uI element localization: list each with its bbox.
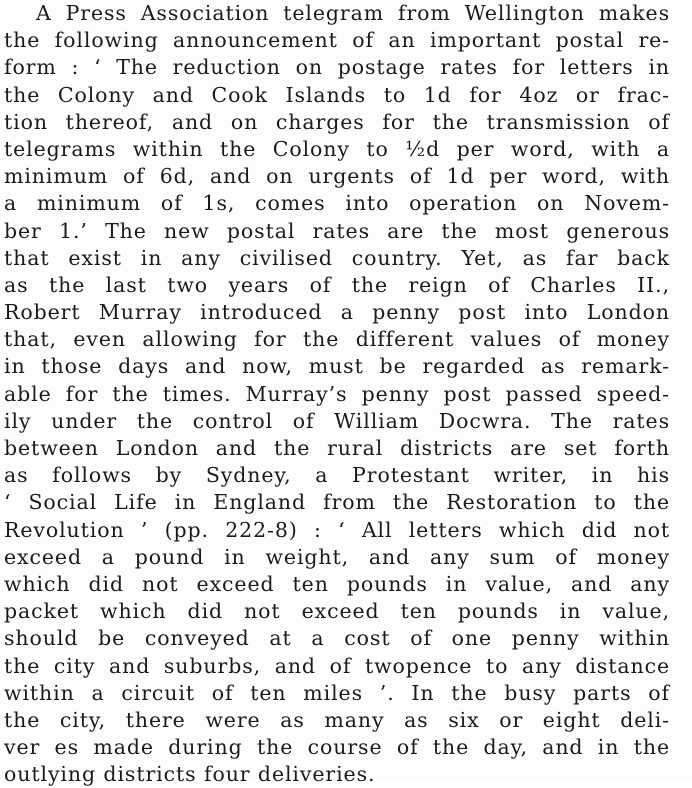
article-line: a minimum of 1s, comes into operation on Novem-: [4, 191, 670, 216]
article-line: Robert Murray introduced a penny post into London: [4, 300, 670, 325]
article-line: tion thereof, and on charges for the transmission of: [4, 109, 670, 134]
article-line: ily under the control of William Docwra. The rates: [4, 408, 670, 433]
article-line: which did not exceed ten pounds in value, and any: [4, 571, 670, 596]
article-line: within a circuit of ten miles ’. In the busy parts of: [4, 680, 670, 705]
article-line: ‘ Social Life in England from the Restoration to the: [4, 490, 670, 515]
article-line: in those days and now, must be regarded as remark-: [4, 354, 670, 379]
article-line: as follows by Sydney, a Protestant writer, in his: [4, 463, 670, 488]
article-line: the Colony and Cook Islands to 1d for 4oz or frac-: [4, 82, 670, 107]
article-line: the city, there were as many as six or eight deli-: [4, 707, 670, 732]
article-line: packet which did not exceed ten pounds in value,: [4, 599, 670, 624]
article-line: that, even allowing for the different values of money: [4, 327, 670, 352]
article-line: outlying districts four deliveries.: [4, 762, 376, 787]
article-line: ver es made during the course of the day, and in the: [4, 735, 670, 760]
article-line: form : ‘ The reduction on postage rates for letters in: [4, 55, 670, 80]
article-line: A Press Association telegram from Wellington makes: [36, 1, 670, 25]
article-line: Revolution ’ (pp. 222-8) : ‘ All letters which did not: [4, 517, 670, 542]
article-line: telegrams within the Colony to ½d per word, with a: [4, 136, 670, 161]
article-line: minimum of 6d, and on urgents of 1d per word, with: [4, 164, 670, 189]
article-line: as the last two years of the reign of Charles II.,: [4, 272, 670, 297]
article-line: between London and the rural districts are set forth: [4, 436, 670, 460]
article-line: exceed a pound in weight, and any sum of money: [4, 544, 670, 569]
article-line: that exist in any civilised country. Yet, as far back: [4, 245, 670, 270]
article-line: should be conveyed at a cost of one penny within: [4, 626, 670, 651]
article-paragraph: [4, 0, 670, 788]
article-line: the city and suburbs, and of twopence to any distance: [4, 653, 670, 678]
article-line: the following announcement of an important postal re-: [4, 28, 670, 53]
article-line: able for the times. Murray’s penny post passed speed-: [4, 381, 670, 406]
article-line: ber 1.’ The new postal rates are the most generous: [4, 218, 670, 243]
